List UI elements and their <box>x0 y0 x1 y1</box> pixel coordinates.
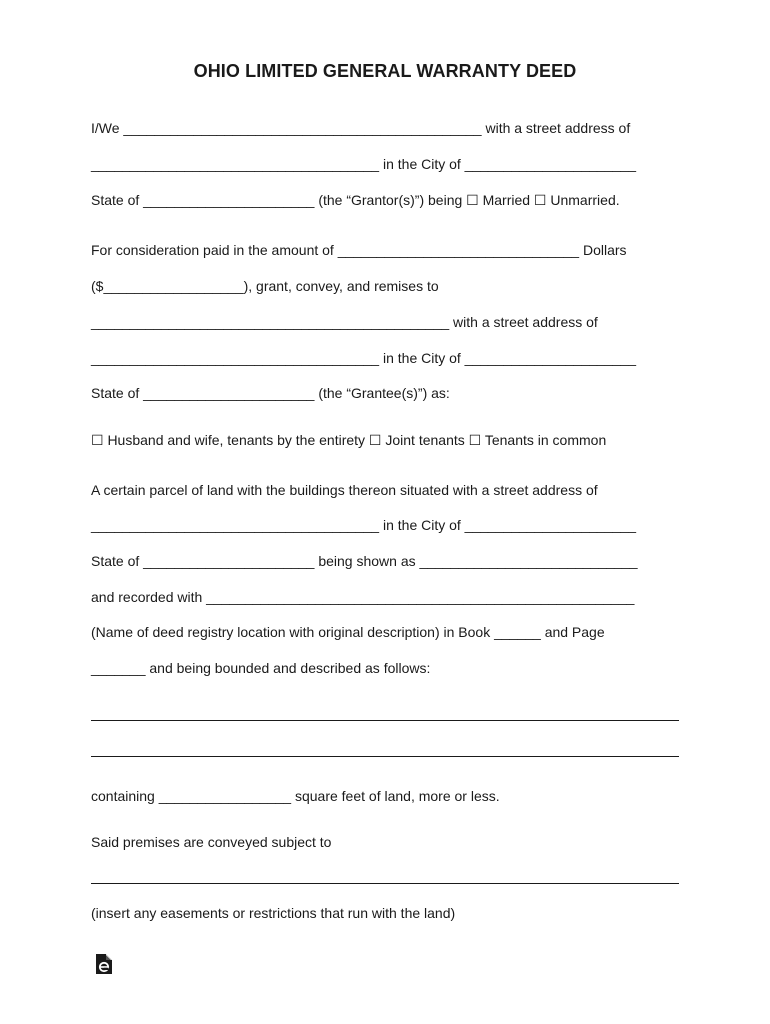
grantor-name-line: I/We ______________________________________________ with a street address of <box>91 120 631 136</box>
tenancy-options-line: ☐ Husband and wife, tenants by the entirety ☐ Joint tenants ☐ Tenants in common <box>91 432 607 448</box>
grantor-city-line: _____________________________________ in the City of ______________________ <box>91 156 636 172</box>
parcel-description-line: A certain parcel of land with the buildings thereon situated with a street address of <box>91 482 598 498</box>
consideration-amount-line: For consideration paid in the amount of _______________________________ Dollars <box>91 242 627 258</box>
grantor-state-line: State of ______________________ (the “Grantor(s)”) being ☐ Married ☐ Unmarried. <box>91 192 620 208</box>
deed-registry-line: (Name of deed registry location with original description) in Book ______ and Page <box>91 624 605 640</box>
easements-blank-line <box>91 883 679 884</box>
parcel-state-line: State of ______________________ being shown as ____________________________ <box>91 553 638 569</box>
consideration-dollars-line: ($__________________), grant, convey, and remises to <box>91 278 439 294</box>
conveyed-subject-line: Said premises are conveyed subject to <box>91 834 332 850</box>
grantee-city-line: _____________________________________ in the City of ______________________ <box>91 350 636 366</box>
description-blank-line-2 <box>91 756 679 757</box>
recorded-with-line: and recorded with _______________________________________________________ <box>91 589 635 605</box>
document-title: OHIO LIMITED GENERAL WARRANTY DEED <box>193 61 577 81</box>
eforms-logo-icon <box>95 954 112 975</box>
grantee-state-line: State of ______________________ (the “Grantee(s)”) as: <box>91 385 450 401</box>
square-feet-line: containing _________________ square feet of land, more or less. <box>91 788 500 804</box>
description-blank-line-1 <box>91 720 679 721</box>
parcel-city-line: _____________________________________ in the City of ______________________ <box>91 517 636 533</box>
grantee-name-line: ______________________________________________ with a street address of <box>91 314 598 330</box>
easements-note-line: (insert any easements or restrictions that run with the land) <box>91 905 456 921</box>
bounded-described-line: _______ and being bounded and described as follows: <box>91 660 431 676</box>
